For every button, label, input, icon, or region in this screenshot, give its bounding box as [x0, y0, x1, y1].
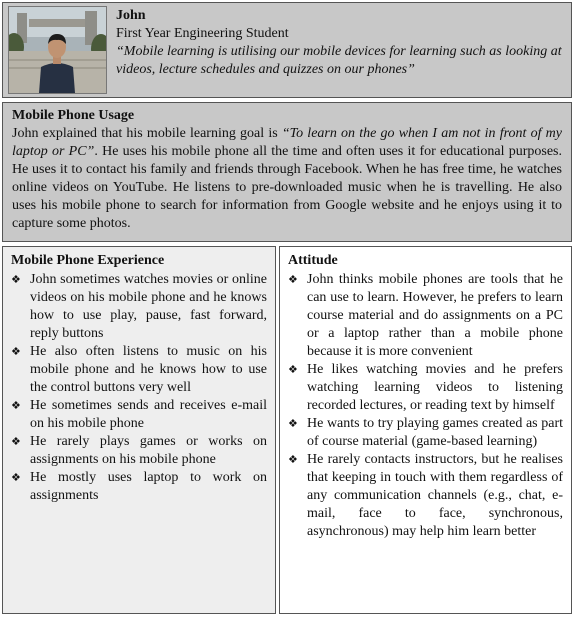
persona-summary [116, 7, 566, 79]
diamond-bullet-icon: ❖ [288, 454, 298, 466]
persona-header [2, 2, 572, 98]
usage-heading: Mobile Phone Usage [12, 108, 135, 123]
list-item-text: John thinks mobile phones are tools that he can use to learn. However, he prefers to learn course material and do assignments on a PC or a laptop rather than a mobile phone because it is more convenient [307, 272, 563, 359]
persona-quote: “Mobile learning is utilising our mobile devices for learning such as looking at videos, lecture schedules and quizzes on our phones” [116, 44, 562, 77]
list-item-text: He rarely contacts instructors, but he realises that keeping in touch with them regardless of any communication channels (e.g., chat, e-mail, face to face, synchronous, asynchronous) may help him learn better [307, 452, 563, 539]
experience-heading: Mobile Phone Experience [11, 253, 165, 268]
list-item [11, 433, 267, 469]
persona-role: First Year Engineering Student [116, 26, 289, 41]
diamond-bullet-icon: ❖ [288, 418, 298, 430]
diamond-bullet-icon: ❖ [288, 274, 298, 286]
list-item [11, 397, 267, 433]
usage-intro: John explained that his mobile learning goal is [12, 126, 282, 141]
list-item-text: He mostly uses laptop to work on assignments [30, 470, 267, 503]
diamond-bullet-icon: ❖ [11, 400, 21, 412]
attitude-list [288, 271, 563, 541]
list-item-text: John sometimes watches movies or online videos on his mobile phone and he knows how to use play, pause, fast forward, reply buttons [30, 272, 267, 341]
person-photo-illustration [9, 7, 106, 93]
persona-name: John [116, 8, 146, 23]
attitude-heading: Attitude [288, 253, 338, 268]
experience-list [11, 271, 267, 505]
list-item [288, 415, 563, 451]
diamond-bullet-icon: ❖ [288, 364, 298, 376]
list-item [11, 343, 267, 397]
attitude-section [279, 246, 572, 614]
persona-photo [8, 6, 107, 94]
list-item [11, 271, 267, 343]
list-item [288, 271, 563, 361]
diamond-bullet-icon: ❖ [11, 472, 21, 484]
list-item-text: He rarely plays games or works on assignments on his mobile phone [30, 434, 267, 467]
list-item [11, 469, 267, 505]
list-item [288, 451, 563, 541]
list-item-text: He also often listens to music on his mobile phone and he knows how to use the control buttons very well [30, 344, 267, 395]
list-item-text: He wants to try playing games created as part of course material (game-based learning) [307, 416, 563, 449]
usage-paragraph [12, 125, 562, 233]
list-item-text: He likes watching movies and he prefers watching learning videos to listening recorded lectures, or reading text by himself [307, 362, 563, 413]
diamond-bullet-icon: ❖ [11, 346, 21, 358]
experience-section [2, 246, 276, 614]
diamond-bullet-icon: ❖ [11, 436, 21, 448]
diamond-bullet-icon: ❖ [11, 274, 21, 286]
usage-goal-quote: “To learn on the go when I am not in front of my laptop or PC” [12, 126, 562, 159]
list-item-text: He sometimes sends and receives e-mail on his mobile phone [30, 398, 267, 431]
usage-section [2, 102, 572, 242]
usage-body: . He uses his mobile phone all the time and often uses it for educational purposes. He uses it to contact his family and friends through Facebook. When he has free time, he watches online videos on YouTube. He listens to pre-downloaded music when he is travelling. He also uses his mobile phone to search for information from Google website and he enjoys using it to capture some photos. [12, 144, 563, 231]
list-item [288, 361, 563, 415]
